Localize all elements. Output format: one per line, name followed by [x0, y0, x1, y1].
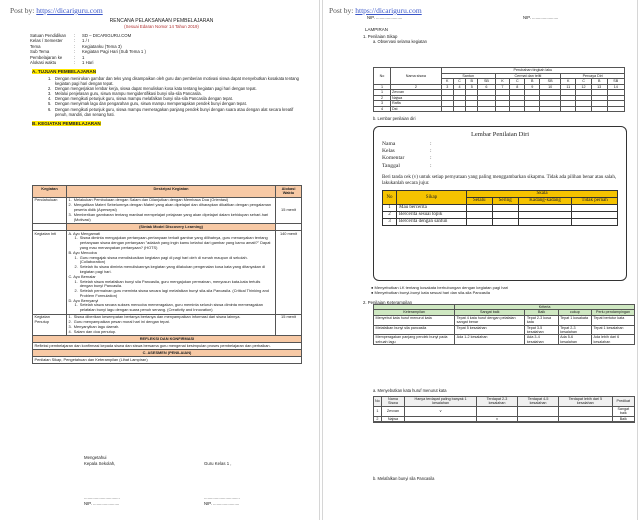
identity-value: SD – DICARIGURU.COM [82, 33, 132, 38]
pendahuluan-items [67, 197, 276, 223]
obs-level-header: B [591, 79, 607, 85]
row-pendahuluan [33, 197, 302, 223]
refleksi-band: REFLEKSI DAN KONFIRMASI [33, 336, 302, 343]
nilai-cell: v [405, 406, 477, 416]
nip-line [323, 15, 637, 21]
bullet-text: Menyebutkan bunyi-bunyi kata sesuai hari dan sila-sila Pancasila [374, 290, 490, 295]
tujuan-number: 3. [48, 91, 52, 97]
identity-colon: : [74, 60, 76, 66]
item-number: 2. [74, 264, 78, 270]
skala-col-tidak: Tidak pernah [572, 198, 618, 205]
time-pendahuluan: 15 menit [276, 197, 302, 223]
obs-level-header: K [441, 79, 453, 85]
obs-level-header: C [453, 79, 465, 85]
identity-key: Alokasi waktu [30, 60, 57, 66]
bullet-item [371, 290, 508, 295]
item-number: 4. [68, 328, 72, 334]
card-field [382, 155, 618, 162]
time-penutup: 15 menit [276, 314, 302, 335]
sig-guru-name: .............................. [204, 495, 240, 500]
skala-empty-cell [572, 219, 618, 226]
rubrik-kriteria-header: Kriteria [455, 305, 635, 310]
item-number: 1. [74, 254, 78, 260]
nilai-cell: Sangat baik [612, 406, 634, 416]
obs-top-header: Perubahan tingkah laku [441, 68, 624, 74]
rubrik-cell: Tepat 4 kata huruf dengan pelafalan sangat benar [455, 315, 525, 325]
sub-observasi: a. Observasi selama kegiatan [373, 39, 427, 45]
nilai-row [374, 422, 635, 423]
obs-col-nama: Nama siswa [390, 68, 441, 85]
item-number: 1. [74, 235, 78, 241]
model-band: (Sintak Model Discovery Learning) [67, 223, 276, 230]
item-number: 3. [68, 211, 72, 217]
sig-guru: Guru Kelas 1 , [204, 461, 232, 466]
rubrik-col-header: Perlu pendampingan [592, 310, 635, 315]
card-field-label: Kelas [382, 148, 395, 155]
inti-item [69, 303, 274, 313]
obs-index-cell: 2 [390, 84, 441, 90]
nilai-cell [476, 422, 517, 423]
obs-col-no: No [374, 68, 391, 85]
obs-empty-cell [576, 106, 592, 112]
obs-level-header: C [510, 79, 525, 85]
observasi-table [373, 67, 625, 112]
obs-index-cell: 3 [441, 84, 453, 90]
obs-empty-cell [525, 106, 540, 112]
nilai-col-header: Hanya terdapat paling banyak 1 kesalahan [405, 397, 477, 407]
item-text: Setelah itu siswa diminta menuliskannya kegiatan yang dilakukan pengenalan kosa kata yang ditanyakan di kegiatan pagi hari. [79, 264, 266, 274]
skala-empty-cell [467, 212, 493, 219]
nilai-cell: 2 [374, 416, 382, 421]
item-text: Siswa diberikan kesempatan bertanya bertanya dan menyampaikan informasi dari siswa lainnya. [73, 314, 241, 320]
item-text: Melakukan Pembukaan dengan Salam dan Dilanjutkan dengan Membaca Doa (Orientasi) [73, 197, 229, 203]
obs-empty-cell [441, 106, 453, 112]
item-text: Guru mengajak siswa mendiskusikan kegiatan pagi di pagi hari oleh di rumah maupun di sekolah. (Collaboration) [79, 254, 248, 265]
inti-items [67, 230, 276, 314]
sub-penilaian-diri: b. Lembar penilaian diri [373, 116, 416, 121]
obs-empty-cell [591, 106, 607, 112]
rpp-page-right [322, 0, 638, 520]
nilai-col-header: Terdapat lebih dari 5 kesalahan [559, 397, 612, 407]
penilaian-diri-card [373, 126, 627, 281]
nip-right: NIP. ...................... [523, 15, 559, 20]
item-text: Mengaitkan Materi Sebelumnya dengan Materi yang akan dipelajari dan diharapkan dikaitkan dengan pengalaman peserta didik (Apersepsi) [73, 202, 272, 212]
asesmen-text: Penilaian Sikap, Pengetahuan dan Keterampilan (Lihat Lampiran) [33, 357, 302, 364]
obs-index-cell: 12 [576, 84, 592, 90]
obs-name: Zevvan [390, 90, 441, 96]
obs-index-cell: 13 [591, 84, 607, 90]
card-field [382, 163, 618, 170]
kegiatan-table [32, 185, 302, 364]
skala-empty-cell [572, 212, 618, 219]
identity-key: Pembelajaran ke [30, 54, 63, 60]
card-field-label: Komentar [382, 155, 405, 162]
skala-sikap: Bercerita dengan santun [397, 219, 467, 226]
obs-level-header: SB [540, 79, 561, 85]
skala-empty-cell [518, 212, 571, 219]
penutup-items [67, 314, 276, 335]
skala-no: 3 [383, 219, 397, 226]
skala-sikap: Bercerita sesuai topik [397, 212, 467, 219]
time-inti: 140 menit [276, 230, 302, 314]
item-number: 1. [74, 278, 78, 284]
identity-colon: : [74, 54, 76, 60]
obs-index-cell: 6 [478, 84, 495, 90]
obs-empty-cell [561, 106, 576, 112]
penutup-item [69, 330, 274, 335]
obs-index-cell: 1 [374, 84, 391, 90]
skala-empty-cell [492, 205, 518, 212]
rubrik-cell: Tepat 1 kosakata [558, 315, 591, 325]
rubrik-cell: Ada lebih dari 6 kesalahan [592, 335, 635, 345]
skala-no: 2 [383, 212, 397, 219]
rubrik-cell: Melafalkan bunyi sila pancasila [374, 325, 455, 335]
inti-group-heading: A. Ayo Mengamati [68, 230, 101, 236]
obs-empty-cell [495, 106, 510, 112]
identity-value: 1 Hari [82, 60, 94, 66]
tujuan-item [48, 76, 305, 86]
inti-item [69, 265, 274, 275]
rubrik-cell: Tepat 3-5 kesalahan [525, 325, 558, 335]
inti-group-heading: C. Ayo Bernalar [68, 273, 96, 279]
card-field-colon: : [430, 155, 432, 162]
identity-colon: : [74, 49, 76, 55]
rubrik-row [374, 315, 635, 325]
skala-empty-cell [467, 205, 493, 212]
identity-colon: : [74, 43, 76, 49]
card-instruction: Beri tanda cek (v) untuk setiap pernyataan yang paling menggambarkan sikapmu. Tidak ada pilihan benar atau salah, lakukanlah secara jujur. [382, 174, 617, 187]
col-alokasi: Alokasi Waktu [276, 186, 302, 198]
skala-empty-cell [518, 219, 571, 226]
rubrik-row [374, 325, 635, 335]
skala-col-no: No [383, 191, 397, 205]
kegiatan-heading: B. KEGIATAN PEMBELAJARAN [32, 120, 101, 126]
identity-value: 1 / I [82, 38, 90, 44]
item-text: Siswa diminta mengajukan pertanyaan-pertanyaan terkait gambar yang dilihatnya, guru menanyakan tentang pertanyaan siswa dengan pertanyaan "adakah yang ingin kamu ketahui dari gambar yang kamu amati?" Dapat yang mau menanyakan pertanyaan? (HOTS) [79, 235, 271, 250]
obs-name: Raffa [390, 101, 441, 107]
sig-kepala: Kepala Sekolah, [84, 461, 116, 466]
row-inti [33, 230, 302, 314]
rubrik-cell: Tepat 5 kesalahan [455, 325, 525, 335]
inti-group-heading: D. Ayo Bernyanyi [68, 297, 99, 303]
rubrik-cell: Ada 3-4 kesalahan [525, 335, 558, 345]
tujuan-number: 4. [48, 96, 52, 102]
rubrik-cell: Memperagakan panjang pendek bunyi pada sebuah lagu [374, 335, 455, 345]
sub-melafalkan: b. Melafalkan bunyi sila Pancasila [373, 476, 435, 481]
skala-row [383, 212, 618, 219]
item-text: Setelah permainan guru meminta siswa secara lagi melafalkan bunyi sila-sila Pancasila. (Critical Thinking and Problem Formulation) [79, 288, 269, 298]
obs-index-cell: 10 [540, 84, 561, 90]
obs-no: 2 [374, 95, 391, 101]
tujuan-item [48, 107, 305, 117]
skala-col-selalu: Selalu [467, 198, 493, 205]
col-kegiatan: Kegiatan [33, 186, 67, 198]
obs-level-header: SB [478, 79, 495, 85]
skala-empty-cell [572, 205, 618, 212]
nilai-table [373, 396, 635, 423]
post-by-header [323, 0, 637, 15]
rubrik-cell: Menyebut kata huruf menurut kata [374, 315, 455, 325]
tujuan-list [48, 76, 305, 117]
label-pendahuluan: Pendahuluan [33, 197, 67, 223]
obs-level-header: K [561, 79, 576, 85]
obs-no: 1 [374, 90, 391, 96]
post-by-link[interactable]: https://dicariguru.com [355, 6, 422, 15]
skala-empty-cell [492, 219, 518, 226]
skala-row [383, 219, 618, 226]
rubrik-cell: Ada 1-2 kesalahan [455, 335, 525, 345]
obs-name: Najwa [390, 95, 441, 101]
identity-key: Tema [30, 43, 41, 49]
obs-name: Dst [390, 106, 441, 112]
obs-index-cell: 4 [453, 84, 465, 90]
document-subtitle: (Sesuai Edaran Nomor 14 Tahun 2019) [124, 24, 199, 29]
post-by-link[interactable]: https://dicariguru.com [36, 6, 103, 15]
nilai-cell: Najwa [381, 416, 405, 421]
bullet-mark: ● [371, 285, 375, 290]
card-field-colon: : [430, 148, 432, 155]
tujuan-text: Dengan menyimak lagu dan pengarahan guru, siswa mampu memperagakan pendek bunyi dengan tepat. [55, 101, 247, 107]
sig-kepala-name: .............................. [84, 495, 120, 500]
tujuan-number: 5. [48, 101, 52, 107]
tujuan-number: 2. [48, 86, 52, 92]
skala-empty-cell [467, 219, 493, 226]
obs-empty-cell [478, 106, 495, 112]
identity-colon: : [74, 33, 76, 38]
obs-index-cell: 14 [607, 84, 625, 90]
item-number: 3. [68, 323, 72, 329]
skala-empty-cell [518, 205, 571, 212]
item-text: Setelah siswa secara sukses mencoba memeragakan, guru meminta seluruh siswa diminta memeragakan pelafalan bunyi lagu dengan suara penuh senang. (Creativity and Innovation) [79, 302, 263, 313]
identity-key: Satuan Pendidikan [30, 33, 67, 38]
nilai-col-header: Terdapat 4-5 kesalahan [518, 397, 559, 407]
obs-level-header: K [495, 79, 510, 85]
obs-empty-cell [510, 106, 525, 112]
obs-index-cell: 5 [466, 84, 478, 90]
nilai-cell [518, 406, 559, 416]
tujuan-text: Dengan mengikuti petunjuk guru, siswa mampu melafalkan bunyi sila-sila Pancasila dengan tepat. [55, 96, 233, 102]
post-by-prefix: Post by: [10, 6, 35, 15]
document-title: RENCANA PELAKSANAAN PEMBELAJARAN [109, 18, 214, 24]
skala-sikap: Mau bercerita [397, 205, 467, 212]
rubrik-table [373, 304, 635, 345]
obs-group-header: Santun [441, 73, 495, 79]
nilai-col-header: Predikat [612, 397, 634, 407]
obs-group-header: Percaya Diri [561, 73, 625, 79]
item-text: Guru menyampaikan pesan moral hari ini dengan tepat. [73, 319, 170, 325]
nilai-cell: Baik [612, 416, 634, 421]
bullet-mark: ● [371, 290, 375, 295]
sig-guru-nip: NIP. ...................... [204, 501, 240, 506]
rubrik-cell: Tepat bertutur kata [592, 315, 635, 325]
row-penutup [33, 314, 302, 335]
obs-index-cell: 7 [495, 84, 510, 90]
skala-table [382, 190, 618, 226]
rubrik-cell: Ada 5-6 kesalahan [558, 335, 591, 345]
rpp-page-left [4, 0, 320, 520]
rubrik-col-header: Sangat baik [455, 310, 525, 315]
obs-group-header: Cermat dan teliti [495, 73, 561, 79]
identity-value: Kegiatanku (Tema 3) [82, 43, 122, 49]
obs-empty-cell [453, 106, 465, 112]
obs-level-header: B [525, 79, 540, 85]
inti-item [69, 289, 274, 299]
asesmen-band: C. ASESMEN (PENILAIAN) [33, 350, 302, 357]
obs-no: 4 [374, 106, 391, 112]
obs-index-cell: 9 [525, 84, 540, 90]
nilai-cell: Zevvan [381, 406, 405, 416]
rubrik-cell: Tepat 2-3 kosa kata [525, 315, 558, 325]
item-number: 2. [68, 319, 72, 325]
nilai-cell [559, 406, 612, 416]
obs-empty-cell [607, 106, 625, 112]
card-title: Lembar Penilaian Diri [470, 131, 530, 138]
inti-group-heading: B. Ayo Mencoba [68, 249, 97, 255]
inti-item [69, 236, 274, 250]
item-text: Setelah siswa melafalkan bunyi sila Pancasila, guru mengajukan permainan, menyusun kata-kata tertulis dengan bunyi Pancasila. [79, 278, 261, 289]
tujuan-text: Dengan mengikuti petunjuk guru, siswa mampu memeragakan panjang pendek bunyi dengan suara atau dengan alat secara kreatif penuh, mandiri, dan senang hati. [55, 106, 294, 117]
tujuan-number: 6. [48, 106, 52, 112]
label-penutup: Kegiatan Penutup [33, 314, 67, 335]
skala-col-sering: Sering [492, 198, 518, 205]
bullet-text: Menyebutkan LK tentang kosakata berhubungan dengan kegiatan pagi hari [374, 285, 508, 290]
section-penilaian-sikap: 1. Penilaian Sikap [363, 34, 398, 39]
item-number: 2. [74, 288, 78, 294]
nilai-cell: 1 [374, 406, 382, 416]
card-field-label: Tanggal [382, 162, 400, 169]
nilai-cell [476, 406, 517, 416]
tujuan-heading: A. TUJUAN PEMBELAJARAN [32, 69, 97, 75]
rubrik-cell: Tepat 1 kesalahan [592, 325, 635, 335]
item-number: 1. [68, 314, 72, 320]
col-deskripsi: Deskripsi Kegiatan [67, 186, 276, 198]
identity-block [30, 33, 319, 65]
rubrik-cell: Tepat 2-3 kesalahan [558, 325, 591, 335]
obs-row [374, 106, 625, 112]
identity-value: Kegiatan Pagi Hari (Sub Tema 1 ) [82, 49, 146, 55]
nilai-cell [518, 422, 559, 423]
obs-empty-cell [466, 106, 478, 112]
nilai-col-header: No [374, 397, 382, 407]
post-by-prefix: Post by: [329, 6, 354, 15]
refleksi-text: Refleksi pembelajaran dan konfirmasi kepada siswa dan siswa bersama guru mengenai kesimpulan proses pembelajaran dan perbaikan. [33, 343, 302, 350]
obs-index-cell: 8 [510, 84, 525, 90]
nilai-cell: v [476, 416, 517, 421]
nilai-row [374, 406, 635, 416]
tujuan-text: Dengan mengerjakan lembar kerja, siswa dapat menuliskan kosa kata tentang kegiatan pagi hari dengan tepat. [55, 86, 257, 92]
skala-col-kadang: Kadang-kadang [518, 198, 571, 205]
skala-head: Skala [467, 191, 618, 198]
lampiran-title: LAMPIRAN [365, 27, 389, 32]
rubrik-col-header: Baik [525, 310, 558, 315]
nip-left: NIP. ...................... [367, 15, 403, 20]
nilai-cell [374, 422, 382, 423]
obs-empty-cell [540, 106, 561, 112]
nilai-col-header: Nama Siswa [381, 397, 405, 407]
skala-empty-cell [492, 212, 518, 219]
skala-no: 1 [383, 205, 397, 212]
card-field-colon: : [430, 141, 432, 147]
skala-col-sikap: Sikap [397, 191, 467, 205]
bullet-list [323, 285, 508, 295]
identity-key: Kelas / Semester [30, 38, 63, 44]
obs-index-cell: 11 [561, 84, 576, 90]
section-penilaian-keterampilan: 2. Penilaian Keterampilan [363, 300, 412, 305]
obs-level-header: C [576, 79, 592, 85]
card-field-label: Nama [382, 141, 396, 147]
card-field [382, 148, 618, 155]
post-by-header [4, 0, 319, 15]
item-text: Memberikan gambaran tentang manfaat mempelajari pelajaran yang akan dipelajari dalam kehidupan sehari-hari (Motivasi) [73, 211, 269, 222]
item-text: Menyanyikan lagu daerah. [73, 323, 120, 329]
sig-kepala-nip: NIP. ...................... [84, 501, 120, 506]
obs-level-header: B [466, 79, 478, 85]
tujuan-text: Melalui penjelasan guru, siswa mampu mengidentifikasi bunyi sila-sila Pancasila. [55, 91, 202, 97]
pendahuluan-item [69, 213, 274, 223]
tujuan-text: Dengan menirukan gambar dan teks yang disampaikan oleh guru dan pemberian motivasi siswa dapat menyebutkan kosakata tentang kegiatan pagi hari dengan tepat. [55, 75, 299, 87]
identity-key: Sub Tema [30, 49, 50, 55]
nilai-cell [381, 422, 405, 423]
identity-value: 1 [82, 54, 85, 60]
rubrik-row [374, 335, 635, 345]
identity-colon: : [74, 38, 76, 44]
sig-mengetahui: Mengetahui [84, 455, 107, 460]
identity-row [30, 60, 319, 65]
tujuan-number: 1. [48, 75, 52, 81]
item-text: Salam dan doa penutup. [73, 328, 117, 334]
obs-no: 3 [374, 101, 391, 107]
obs-level-header: SB [607, 79, 625, 85]
card-field [382, 141, 618, 148]
nilai-cell [405, 422, 477, 423]
item-number: 1. [68, 197, 72, 203]
item-number: 1. [74, 302, 78, 308]
nilai-cell [559, 422, 612, 423]
label-inti: Kegiatan Inti [33, 230, 67, 314]
rubrik-col-header: cukup [558, 310, 591, 315]
rubrik-col-header: Keterampilan [374, 310, 455, 315]
sub-menyebutkan: a. Menyebutkan kata huruf menurut kata [373, 388, 447, 393]
item-number: 2. [68, 202, 72, 208]
nilai-col-header: Terdapat 2-3 kesalahan [476, 397, 517, 407]
skala-row [383, 205, 618, 212]
nilai-cell [612, 422, 634, 423]
card-field-colon: : [430, 162, 432, 169]
